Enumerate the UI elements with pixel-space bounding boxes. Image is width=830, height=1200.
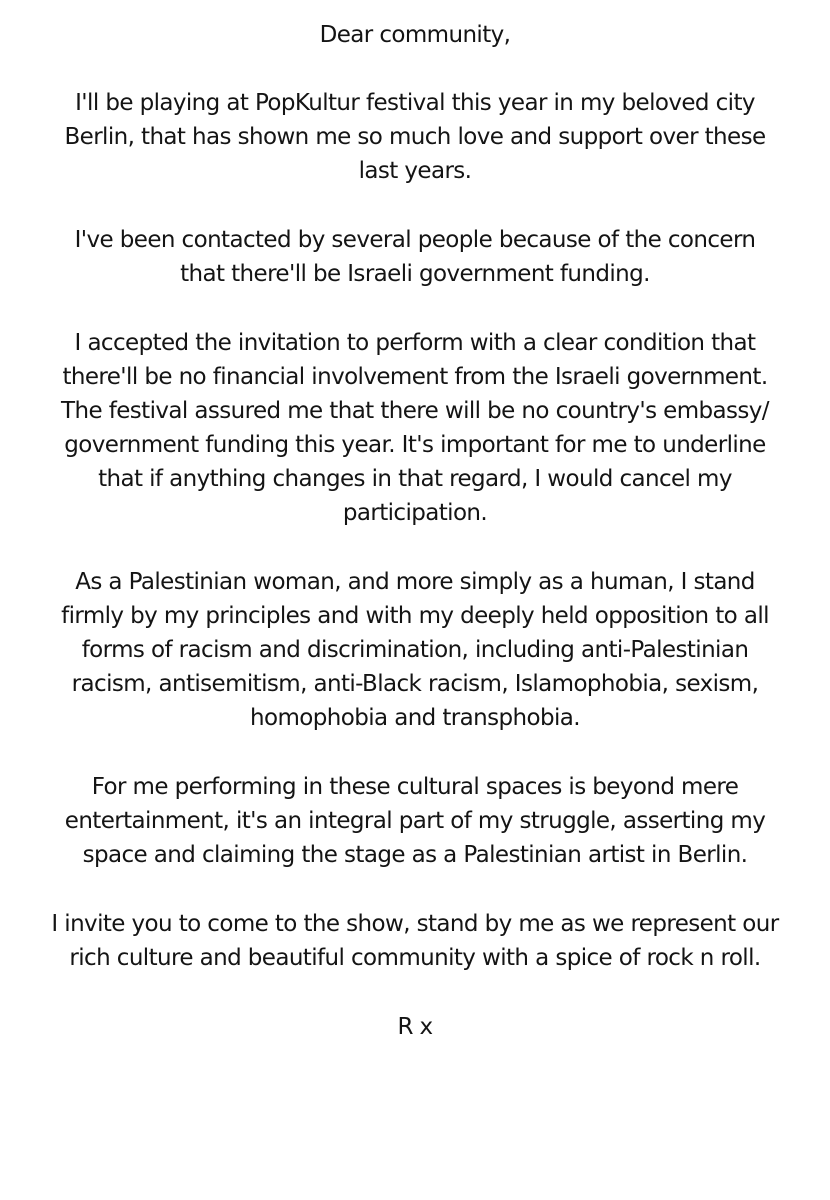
paragraph-principles: As a Palestinian woman, and more simply as a human, I stand firmly by my principles and with my deeply held opposition to all forms of racism and discrimination, including anti-Palestinian racism, antisemitism, anti-Black racism, Islamophobia, sexism, homophobia and transphobia. <box>61 569 769 731</box>
paragraph-concern: I've been contacted by several people because of the concern that there'll be Israeli government funding. <box>74 227 756 287</box>
salutation: Dear community, <box>319 22 511 48</box>
letter-body <box>30 18 800 1044</box>
signoff: R x <box>397 1014 433 1040</box>
paragraph-invitation: I invite you to come to the show, stand by me as we represent our rich culture and beautiful community with a spice of rock n roll. <box>51 911 779 971</box>
paragraph-condition: I accepted the invitation to perform with a clear condition that there'll be no financial involvement from the Israeli government. The festival assured me that there will be no country's embassy/ government funding this year. It's important for me to underline that if anything changes in that regard, I would cancel my participation. <box>61 330 769 526</box>
paragraph-performing: For me performing in these cultural spaces is beyond mere entertainment, it's an integral part of my struggle, asserting my space and claiming the stage as a Palestinian artist in Berlin. <box>64 774 766 868</box>
paragraph-festival: I'll be playing at PopKultur festival this year in my beloved city Berlin, that has shown me so much love and support over these last years. <box>64 90 766 184</box>
